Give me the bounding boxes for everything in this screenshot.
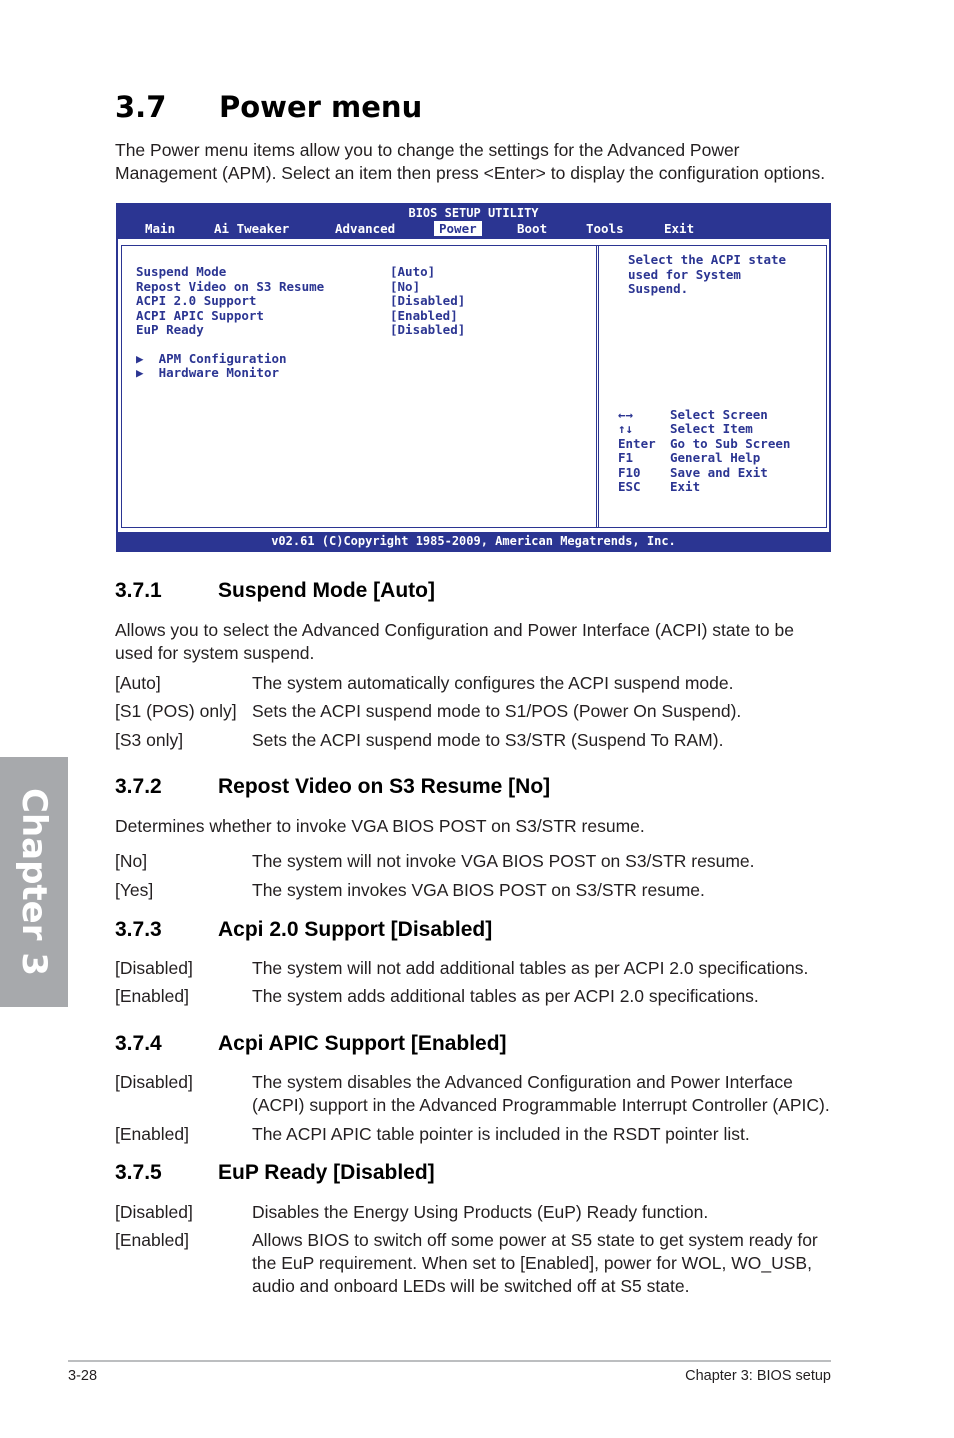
bios-title: BIOS SETUP UTILITY <box>408 206 539 220</box>
option-text: The system adds additional tables as per ACPI 2.0 specifications. <box>252 986 759 1006</box>
bios-help-line: Suspend. <box>628 281 689 296</box>
chapter-tab <box>0 757 68 1007</box>
subsection-number: 3.7.1 <box>115 579 162 602</box>
option-key: [Enabled] <box>115 1124 189 1144</box>
bios-item-value[interactable]: [No] <box>390 279 421 294</box>
option-text: The system will not add additional tables as per ACPI 2.0 specifications. <box>252 958 809 978</box>
bios-key: ↑↓ <box>618 421 634 436</box>
bios-item-acpi-support[interactable]: ACPI 2.0 Support <box>136 293 257 308</box>
bios-key: F10 <box>618 465 641 480</box>
option-key: [No] <box>115 851 148 871</box>
bios-menu-boot[interactable]: Boot <box>517 221 548 236</box>
bios-key-desc: Exit <box>670 479 701 494</box>
subsection-title: Acpi 2.0 Support [Disabled] <box>218 918 493 941</box>
option-text: Sets the ACPI suspend mode to S3/STR (Suspend To RAM). <box>252 730 724 750</box>
bios-key: Enter <box>618 436 656 451</box>
bios-item-value[interactable]: [Enabled] <box>390 308 458 323</box>
chapter-tab-label: Chapter 3 <box>14 787 54 977</box>
subsection-heading <box>115 579 435 603</box>
bios-key-desc: Save and Exit <box>670 465 768 480</box>
subsection-heading <box>115 918 492 942</box>
subsection-title: Suspend Mode [Auto] <box>218 579 435 602</box>
option-key: [Enabled] <box>115 986 189 1006</box>
bios-screen <box>116 203 831 552</box>
triangle-right-icon: ▶ <box>136 365 144 380</box>
option-text: Sets the ACPI suspend mode to S1/POS (Power On Suspend). <box>252 701 742 721</box>
subsection-heading <box>115 775 550 799</box>
option-key: [Disabled] <box>115 958 193 978</box>
option-text: The system invokes VGA BIOS POST on S3/STR resume. <box>252 880 705 900</box>
bios-item-suspend-mode[interactable]: Suspend Mode <box>136 264 227 279</box>
subsection-desc: Determines whether to invoke VGA BIOS POST on S3/STR resume. <box>115 816 645 836</box>
page-number: 3-28 <box>68 1368 98 1384</box>
bios-key-desc: General Help <box>670 450 761 465</box>
bios-key-desc: Go to Sub Screen <box>670 436 791 451</box>
bios-menu-exit[interactable]: Exit <box>664 221 695 236</box>
bios-item-value[interactable]: [Disabled] <box>390 293 466 308</box>
section-number: 3.7 <box>115 90 167 124</box>
bios-menu-power[interactable]: Power <box>434 221 482 236</box>
bios-item-value[interactable]: [Disabled] <box>390 322 466 337</box>
subsection-title: Acpi APIC Support [Enabled] <box>218 1032 507 1055</box>
intro-paragraph: The Power menu items allow you to change the settings for the Advanced Power Management (APM). Select an item then press <Enter> to display the configuration options. <box>115 140 826 183</box>
bios-footer: v02.61 (C)Copyright 1985-2009, American Megatrends, Inc. <box>271 534 676 548</box>
subsection-title: EuP Ready [Disabled] <box>218 1161 435 1184</box>
option-text: The system disables the Advanced Configuration and Power Interface (ACPI) support in the Advanced Programmable Interrupt Controller (APIC). <box>252 1072 830 1115</box>
bios-menu-ai-tweaker[interactable]: Ai Tweaker <box>214 221 290 236</box>
option-key: [S1 (POS) only] <box>115 701 237 721</box>
subsection-desc: Allows you to select the Advanced Configuration and Power Interface (ACPI) state to be used for system suspend. <box>115 620 794 663</box>
bios-menu-advanced[interactable]: Advanced <box>335 221 396 236</box>
bios-submenu-hardware-monitor[interactable] <box>136 365 279 380</box>
bios-key: ESC <box>618 479 641 494</box>
bios-panel <box>118 239 829 532</box>
footer-rule <box>68 1360 831 1362</box>
option-key: [Yes] <box>115 880 154 900</box>
bios-menu-tools[interactable]: Tools <box>586 221 624 236</box>
bios-key: ←→ <box>618 407 634 422</box>
bios-item-eup-ready[interactable]: EuP Ready <box>136 322 204 337</box>
bios-key-desc: Select Item <box>670 421 753 436</box>
subsection-heading <box>115 1161 435 1185</box>
bios-help-line: used for System <box>628 267 741 282</box>
subsection-number: 3.7.2 <box>115 775 162 798</box>
bios-key: F1 <box>618 450 634 465</box>
bios-help-line: Select the ACPI state <box>628 252 787 267</box>
bios-item-value[interactable]: [Auto] <box>390 264 436 279</box>
bios-submenu-apm[interactable] <box>136 351 287 366</box>
option-text: The system automatically configures the ACPI suspend mode. <box>252 673 734 693</box>
bios-item-repost-video[interactable]: Repost Video on S3 Resume <box>136 279 325 294</box>
subsection-title: Repost Video on S3 Resume [No] <box>218 775 551 798</box>
subsection-number: 3.7.3 <box>115 918 162 941</box>
section-title-text: Power menu <box>219 90 423 124</box>
triangle-right-icon: ▶ <box>136 351 144 366</box>
option-key: [S3 only] <box>115 730 184 750</box>
option-text: The system will not invoke VGA BIOS POST on S3/STR resume. <box>252 851 755 871</box>
option-key: [Enabled] <box>115 1230 189 1250</box>
subsection-number: 3.7.5 <box>115 1161 162 1184</box>
footer-chapter: Chapter 3: BIOS setup <box>685 1368 831 1384</box>
section-title <box>115 90 422 124</box>
subsection-heading <box>115 1032 507 1056</box>
bios-item-acpi-apic[interactable]: ACPI APIC Support <box>136 308 264 323</box>
option-key: [Auto] <box>115 673 161 693</box>
option-text: Allows BIOS to switch off some power at S5 state to get system ready for the EuP requirement. When set to [Enabled], power for WOL, WO_USB, audio and onboard LEDs will be switched off at S5 state. <box>252 1230 818 1296</box>
bios-submenu-label: Hardware Monitor <box>158 365 280 380</box>
option-key: [Disabled] <box>115 1202 193 1222</box>
option-text: Disables the Energy Using Products (EuP) Ready function. <box>252 1202 709 1222</box>
subsection-number: 3.7.4 <box>115 1032 162 1055</box>
option-key: [Disabled] <box>115 1072 193 1092</box>
bios-key-desc: Select Screen <box>670 407 768 422</box>
bios-menu-main[interactable]: Main <box>145 221 176 236</box>
option-text: The ACPI APIC table pointer is included in the RSDT pointer list. <box>252 1124 750 1144</box>
bios-submenu-label: APM Configuration <box>158 351 287 366</box>
